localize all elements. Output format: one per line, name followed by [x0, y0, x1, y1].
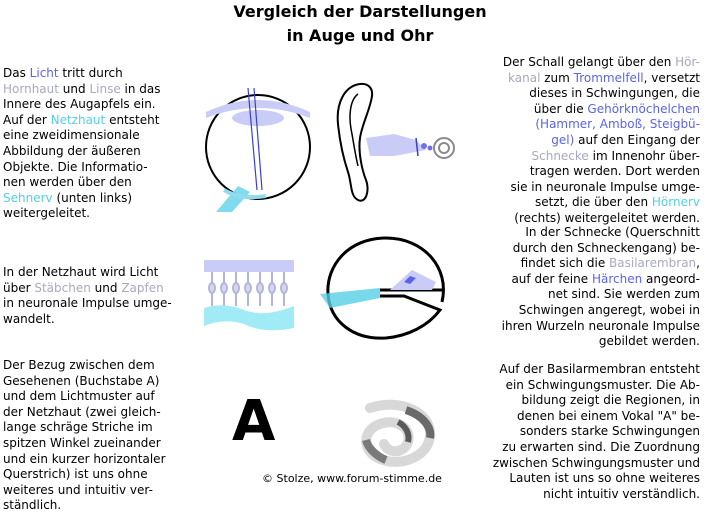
rods-and-cones: [209, 272, 287, 306]
title-line-1: Vergleich der Darstellungen: [233, 2, 487, 21]
letter-a: A: [232, 389, 276, 454]
vibration-pattern-spiral: [346, 398, 438, 468]
ear-diagram: [326, 80, 466, 205]
title-line-2: in Auge und Ohr: [286, 26, 434, 45]
ear-intro-text: Der Schall gelangt über den Hör- kanal zum Trommelfell, versetzt dieses in Schwingungen, die über die Gehörknöchelchen (Hammer, Amboß, Steigbü- gel) auf den Eingang der Schnecke im Innenohr über- tragen werden. Dort werden sie in neuronale Impulse umge- setzt, die über den Hörnerv (rechts) weitergeleitet werden.: [502, 55, 700, 225]
eye-diagram: [196, 82, 316, 212]
retina-diagram: [204, 258, 304, 338]
optic-nerve-shape: [216, 186, 250, 212]
eye-intro-text: Das Licht tritt durch Hornhaut und Linse in das Innere des Augapfels ein. Auf der Netzhaut entsteht eine zweidimensionale Abbildung der äußeren Objekte. Die Informatio- nen werden über den Sehnerv (unten links) weitergeleitet.: [3, 66, 161, 221]
lens-shape: [232, 110, 284, 126]
nerve-cell-layer: [204, 305, 294, 330]
retina-text: In der Netzhaut wird Licht über Stäbchen und Zapfen in neuronale Impulse umge- wandelt.: [3, 265, 172, 326]
credit-text: © Stolze, www.forum-stimme.de: [262, 472, 442, 485]
page-title: [150, 0, 570, 48]
pattern-text: Auf der Basilarmembran entsteht ein Schwingungsmuster. Die Ab- bildung zeigt die Regionen, in denen bei einem Vokal "A" be- sonders starke Schwingungen zu erwarten sind. Die Zuordnung zwischen Schwingungsmuster und Lauten ist uns so ohne weiteres nicht intuitiv verständlich.: [492, 362, 700, 501]
retina-top-layer: [204, 260, 294, 272]
cochlea-text: In der Schnecke (Querschnitt durch den Schneckengang) be- findet sich die Basilarembran, auf der feine Härchen angeord- net sind. Sie werden zum Schwingen angeregt, wobei in ihren Wurzeln neuronale Impulse gebildet werden.: [501, 225, 700, 349]
reference-text: Der Bezug zwischen dem Gesehenen (Buchstabe A) und dem Lichtmuster auf der Netzhaut (zwei gleich- lange schräge Striche im spitzen Winkel zueinander und ein kurzer horizontaler Querstrich) ist uns ohne weiteres und intuitiv ver- ständlich.: [3, 358, 166, 513]
cochlea-small-shape: [434, 138, 454, 158]
cochlea-section-diagram: [320, 232, 455, 344]
